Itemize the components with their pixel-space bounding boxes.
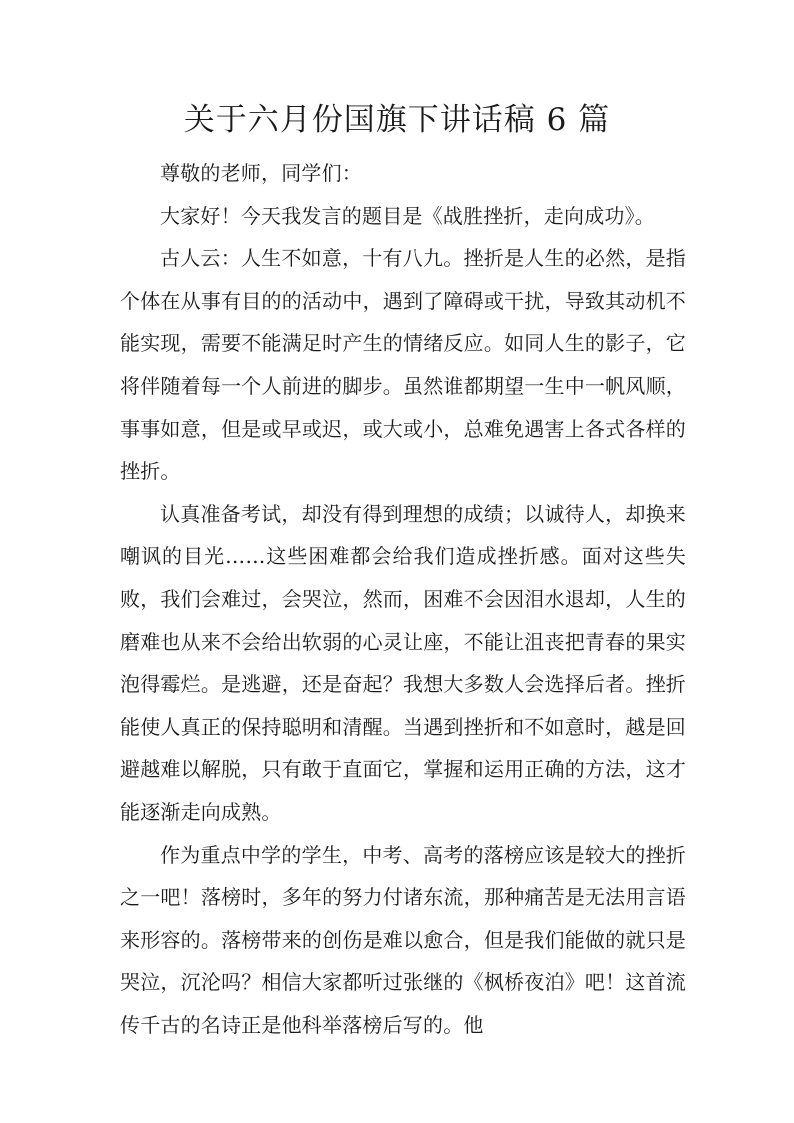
paragraph-body: 古人云：人生不如意，十有八九。挫折是人生的必然，是指个体在从事有目的的活动中，遇到了障碍或干扰，导致其动机不能实现，需要不能满足时产生的情绪反应。如同人生的影子，它将伴随着每一个人前进的脚步。虽然谁都期望一生中一帆风顺，事事如意，但是或早或迟，或大或小，总难免遇害上各式各样的挫折。 (120, 246, 686, 484)
paragraph-greeting: 大家好！今天我发言的题目是《战胜挫折，走向成功》。 (160, 203, 655, 228)
document-body (120, 152, 686, 1046)
paragraph-body: 作为重点中学的学生，中考、高考的落榜应该是较大的挫折之一吧！落榜时，多年的努力付诸东流，那种痛苦是无法用言语来形容的。落榜带来的创伤是难以愈合，但是我们能做的就只是哭泣，沉沦吗？相信大家都听过张继的《枫桥夜泊》吧！这首流传千古的名诗正是他科举落榜后写的。他 (120, 842, 686, 1037)
document-title: 关于六月份国旗下讲话稿 6 篇 (183, 102, 611, 138)
paragraph-salutation: 尊敬的老师，同学们： (160, 161, 362, 185)
paragraph-body: 认真准备考试，却没有得到理想的成绩；以诚待人，却换来嘲讽的目光……这些困难都会给我们造成挫折感。面对这些失败，我们会难过，会哭泣，然而，困难不会因泪水退却，人生的磨难也从来不会给出软弱的心灵让座，不能让沮丧把青春的果实泡得霉烂。是逃避，还是奋起？我想大多数人会选择后者。挫折能使人真正的保持聪明和清醒。当遇到挫折和不如意时，越是回避越难以解脱，只有敢于直面它，掌握和运用正确的方法，这才能逐渐走向成熟。 (120, 501, 686, 824)
